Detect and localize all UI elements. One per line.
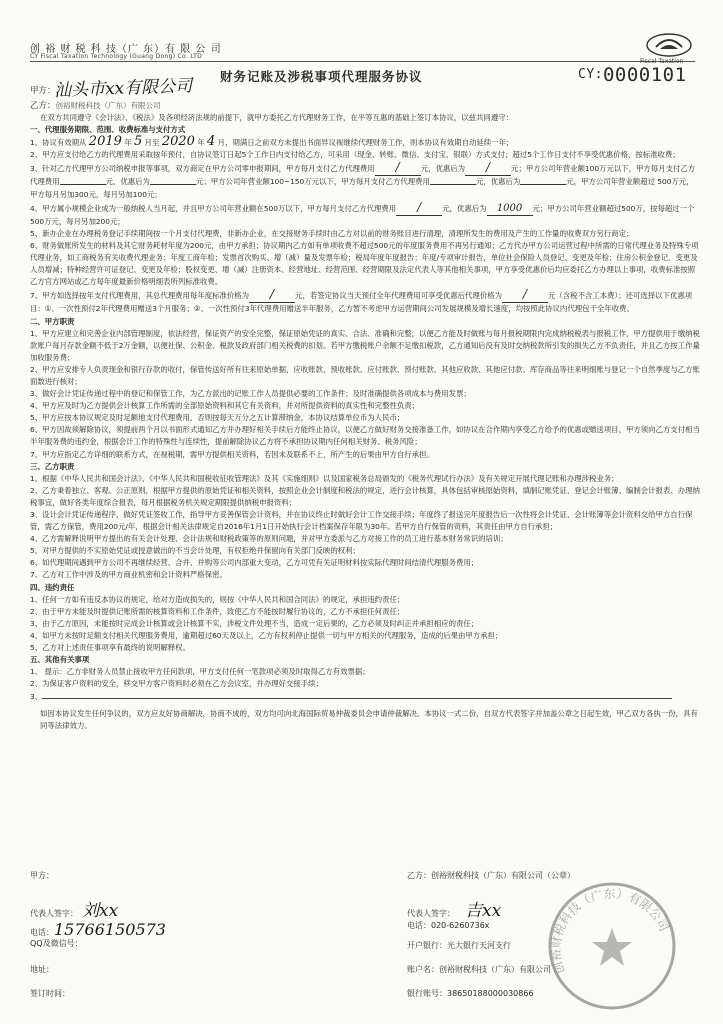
start-year-handwritten: 2019	[88, 134, 122, 150]
seal-text: 创裕财税科技（广东）有限公司	[548, 886, 672, 976]
party-a-qq: QQ及微信号：	[30, 939, 83, 948]
breach-item: 5、乙方对上述责任事项享有最终的说明解释权。	[30, 643, 190, 653]
party-b-duty: 6、如代理期间遇到甲方公司不再继续经营、合并、并购等公司内部重大变动，乙方可凭有关证明材料按实际代理时间结清代理服务费用；	[30, 558, 479, 568]
breach-item: 2、由于甲方未能及时提供记账所需的核算资料和工作条件，致使乙方不能按时履行协议的，乙方不承担任何责任；	[30, 606, 405, 616]
party-a-line	[30, 84, 56, 96]
other-item: 1、 提示：乙方非财务人员禁止接收甲方任何款项，甲方支付任何一笔款项必须及时取得乙方有效票据；	[30, 667, 370, 677]
party-a-duty: 1、甲方应建立和完善企业内部管理制度，依法经营，保证资产的安全完整，保证原始凭证的真实、合法、准确和完整，以便乙方能及时做账与每月报税期限内完成纳税税表与报税工作，甲方提供用于缴纳税款账户每月存款金额不低于2万金额，以便社保、公积金、税款及政府部门相关税费的扣划。若甲方缴税账户余额不足缴扣税款，乙方通知后没有及时交纳税款所引发的损失乙方不负责任，并且乙方按工作量加收服务费；	[30, 328, 700, 362]
party-b-company: 乙方：创裕财税科技（广东）有限公司（公章）	[407, 871, 575, 880]
party-b-rep: 代表人签字： 吉xx	[407, 901, 502, 921]
end-month-handwritten: 4	[207, 134, 216, 150]
party-b-label: 乙方：	[30, 101, 56, 111]
section-3-title: 三、乙方职责	[30, 461, 75, 471]
party-b-duty: 4、乙方需解释说明甲方提出的有关会计处理、会计法规和财税政策等的原则问题，并对甲方委派与乙方对接工作的员工进行基本财务常识的培训；	[30, 534, 508, 544]
section-2-title: 二、甲方职责	[30, 316, 75, 326]
party-a-tel-handwritten: 15766150573	[54, 920, 166, 939]
contract-number	[578, 64, 687, 86]
party-a-label: 甲方：	[30, 86, 56, 96]
section-4-title: 四、违约责任	[30, 582, 75, 592]
term-item-6: 6、财务做账所发生的材料及其它财务耗材年度为200元，由甲方承担；协议期内乙方如有单项收费不超过500元的年度服务费用不再另行通知；乙方代办甲方公司运营过程中所需的日常代理业务及特殊专项代理业务，如工商税务有关收费代理业务：年度工商年检；发票首次购买、增（减）量及发票年检；税局年度年度报告；年度/专项审计报告，单位社会保险人员登记、变更及年检；住房公积金登记、变更及人员增减；特种经营许可证登记、变更及年检；股权变更、增（减）注册资本、经营地址、经营范围、经营期限及法定代表人等其他相关事项，甲方享受优惠价后均应委托乙方办理以上事项，收费标准按照乙方官方网站或乙方每年度最新价格明细表所列标准收费。	[30, 240, 699, 287]
intro-paragraph: 在双方共同遵守《会计法》、《税法》及各项经济法规的前提下，就甲方委托乙方代理财务工作，在平等互惠的基础上签订本协议，以兹共同遵守：	[40, 113, 513, 122]
company-name-cn: 创 裕 财 税 科 技（广 东）有 限 公 司	[30, 44, 222, 55]
seal-star-icon	[592, 928, 632, 966]
party-b-duty: 7、乙方对工作中涉及的甲方商业机密和会计资料严格保密。	[30, 570, 227, 580]
logo-caption: Fiscal Taxation	[640, 58, 684, 65]
party-b-line	[30, 99, 161, 111]
party-b-duty: 5、对甲方提供的不实原始凭证或授意做出的不当会计处理，有权拒绝并保留向有关部门反映的权利；	[30, 546, 360, 556]
company-logo-icon	[644, 31, 694, 59]
company-name-en: CY Fiscal Taxation Technology (Guang Dong) Co. LTD	[30, 53, 203, 60]
breach-item: 1、任何一方如有违反本协议的规定，给对方造成损失的，则按《中华人民共和国合同法》的规定，承担违约责任；	[30, 594, 405, 604]
contract-number-value: 0000101	[602, 64, 687, 86]
breach-item: 4、如甲方未按时足额支付相关代理服务费用，逾期超过60天及以上，乙方有权利停止提供一切与甲方相关的代理服务，造成的后果由甲方承担；	[30, 630, 503, 640]
party-b-account-no: 银行账号：38650188000030866	[407, 989, 534, 998]
party-b-bank: 开户银行：光大银行天河支行	[407, 941, 511, 950]
party-a-handwritten-name: 汕头市xx有限公司	[53, 76, 193, 101]
handwritten-amount-1000: 1000	[487, 203, 533, 216]
term-item-1: 1、协议有效期从 2019 年 5 月至 2020 年 4 月，期满日之前双方未提出书面异议视继续代理财务工作，则本协议有效期自动延续一年；	[30, 134, 514, 150]
contract-body	[30, 112, 700, 732]
party-b-name: 创裕财税科技（广东）有限公司	[55, 101, 161, 110]
term-item-5: 5、新办企业在办理税务登记手续期间按一个月支付代理费，非新办企业，在交接财务手续时由乙方对以前的财务账目进行清理，清理所发生的费用及产生的工作量的收费双方另行商定；	[30, 228, 634, 238]
other-item: 3、	[30, 690, 700, 703]
party-a-addr: 地址：	[30, 965, 54, 974]
logo-text: CY	[664, 49, 674, 57]
party-a-duty: 6、甲方因故须解除协议，须提前两个月以书面形式通知乙方并办理好相关手续后方能终止协议，以便乙方做好财务交接准备工作，如协议在合作期内享受乙方给予的优惠或赠送项目，甲方须向乙方支付相当半年服务费的违约金，根据会计工作的特殊性与连续性，提前解除协议乙方将不承担协议期内任何相关财务、税务风险；	[30, 425, 700, 447]
term-item-7: 7、甲方如选择按年支付代理费用，其总代理费用每年度标准价格为 / 元，若签定协议当天预付全年代理费用可享受优惠后代理价格为 / 元（含税不含工本费）；还可选择以下优惠项目：①、一次性预付2年代理费用赠送3个月服务；②、一次性预付3年代理费用赠送半年服务，乙方暂不考虑甲方运营期间公司发展规模及增长速度，均按照此协议内代理包干全年收费。	[30, 287, 693, 314]
party-a-signature: 刘xx	[82, 901, 119, 921]
end-year-handwritten: 2020	[161, 134, 195, 150]
header-rule	[30, 61, 695, 62]
other-item: 2、为保证客户资料的安全，移交甲方客户资料时必须在乙方会议室，并办理好交接手续；	[30, 679, 323, 689]
party-a-duty: 4、甲方应及时为乙方提供会计核算工作所需的全部原始资料和其它有关资料，并对所提供资料的真实性和完整性负责；	[30, 401, 420, 411]
breach-item: 3、由于乙方原因，未能按时完成会计核算或会计核算不实，涉税文件处理不当，造成一定后果的，乙方必须及时纠正并承担相应的责任；	[30, 618, 479, 628]
closing-paragraph: 如因本协议发生任何争议的，双方应友好协商解决，协商不成的，双方均可向北海国际贸易仲裁委员会申请仲裁解决。本协议一式二份，自双方代表签字并加盖公章之日起生效，甲乙双方各执一份，具有同等法律效力。	[40, 708, 698, 730]
start-month-handwritten: 5	[134, 134, 143, 150]
term-item-4: 4、甲方属小规模企业成为一般纳税人当月起，并且甲方公司年营业额在500万以下，甲方每月支付乙方代理费用 / 元，优惠后为 1000 元；甲方公司年营业额超过500万，按每超过一个500万元，每月另加200元；	[30, 199, 695, 226]
party-b-account-name: 账户名：创裕财税科技（广东）有限公司	[407, 965, 551, 974]
document-title: 财务记账及涉税事项代理服务协议	[220, 69, 423, 84]
term-item-2: 2、甲方应支付给乙方的代理费用采取按年预付，自协议签订日起5个工作日内支付给乙方，可采用（现金、转账、微信、支付宝、银联）方式支付；超过5个工作日支付不享受优惠价格，按标准收费；	[30, 150, 680, 160]
company-seal-stamp	[537, 876, 687, 1016]
contract-number-label: CY:	[578, 67, 603, 82]
party-b-duty: 2、乙方秉着独立、客观、公正原则，根据甲方提供的原始凭证和相关资料，按照企业会计制度和税法的规定，进行会计核算，具体包括审核原始资料，填制记账凭证、登记会计账簿、编制会计报表、办理纳税事宜，做好各类年度综合报表，每月根据税务机关规定期限提供纳税申报资料；	[30, 485, 700, 507]
section-1-title: 一、代理服务期限、范围、收费标准与支付方式	[30, 125, 186, 135]
party-a-rep: 代表人签字： 刘xx	[30, 901, 119, 921]
party-a-date: 签订时间：	[30, 989, 70, 998]
party-b-duty: 3、设计会计凭证传递程序，做好凭证签收工作，指导甲方妥善保管会计资料，并在协议终止时做好会计工作交接手续；年度终了报送完年度报告后一次性将会计凭证、会计账簿等会计资料交给甲方自行保管，需乙方保管，费用200元/年，根据会计相关法律规定自2016年1月1日开始执行会计档案保存年限为30年。若甲方自行保管的资料，其责任由甲方自行承担；	[30, 510, 693, 532]
section-5-title: 五、其他有关事项	[30, 655, 90, 665]
party-a-duty: 2、甲方应安排专人负责现金和银行存款的收付，保管传送好所有往来原始单据，应收账款、预收账款、应付账款、预付账款、其他应收款、其他应付款、库存商品等往来明细账与登记一个自然季度与乙方账面数进行核对；	[30, 364, 700, 386]
party-a-tel: 电话：15766150573	[30, 920, 166, 939]
party-b-tel: 电话：020-6260736x	[407, 921, 490, 930]
party-a-sign-label: 甲方：	[30, 871, 54, 880]
party-b-duty: 1、根据《中华人民共和国会计法》、《中华人民共和国税收征收管理法》及其《实施细则》以及国家税务总局颁发的《税务代理试行办法》及有关规定开展代理记账和办理涉税业务；	[30, 473, 619, 483]
party-b-signature: 吉xx	[465, 901, 502, 921]
party-a-duty: 5、甲方应按本协议规定及时足额地支付代理费用，否则按每天万分之五计算滞纳金，本协议结算单位币为人民币；	[30, 413, 405, 423]
party-a-duty: 7、甲方应指定乙方详细的联系方式，在视税期，需甲方提供相关资料，若因未及联系不上，所产生的后果由甲方自行承担。	[30, 449, 434, 459]
term-item-3: 3、针对乙方代理甲方公司纳税申报等事项，双方商定在甲方公司零申报期间，甲方每月支付乙方代理费用 / 元，优惠后为 / 元；甲方公司年营业额100万元以下，甲方每月支付乙方代理费用 元，优惠后为 元；甲方公司年营业额100~150万元以下，甲方每月支付乙方代理费用 元，优惠后为 元，甲方公司年营业额超过 500万元，甲方每月另加300元，每月另加100元；	[30, 160, 696, 199]
party-a-duty: 3、做好会计凭证传递过程中的登记和保管工作，为乙方派出的记账工作人员提供必要的工作条件；及时准确提供各项成本与费用发票；	[30, 389, 471, 399]
